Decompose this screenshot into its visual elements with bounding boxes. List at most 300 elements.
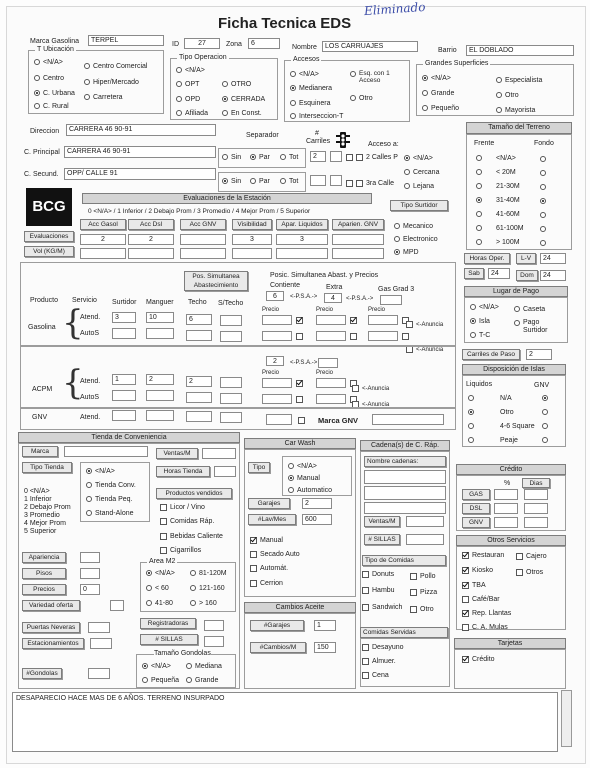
otros-check[interactable]: Cajero [516, 552, 547, 561]
gas-autos-techo-field[interactable] [186, 330, 212, 341]
islas-option-label: Otro [500, 409, 514, 416]
gas-manguer-field[interactable]: 10 [146, 312, 174, 323]
lav-mes-field[interactable]: 600 [302, 514, 332, 525]
carwash-option[interactable]: Automatico [288, 486, 332, 495]
otros-check[interactable]: Rep. Llantas [462, 609, 511, 618]
area-option[interactable]: <N/A> [146, 569, 175, 578]
vol-value-field[interactable] [80, 248, 126, 259]
horas-oper-button[interactable]: Horas Oper. [464, 253, 510, 264]
operacion-option[interactable]: CERRADA [222, 95, 265, 104]
atend-label: Atend. [80, 314, 101, 321]
tipo-comidas-button[interactable]: Tipo de Comidas [362, 555, 446, 566]
comida-check[interactable]: Sandwich [362, 603, 402, 612]
frente-option[interactable] [476, 168, 485, 177]
eval-value-field[interactable]: 2 [80, 234, 126, 245]
fondo-option[interactable] [540, 169, 549, 178]
gondola-option[interactable]: Mediana [186, 662, 222, 671]
nombre-label: Nombre [292, 44, 317, 51]
tipo-tienda-button[interactable]: Tipo Tienda [22, 462, 72, 473]
garajes-button[interactable]: Garajes [248, 498, 290, 509]
gondola-option[interactable]: Grande [186, 676, 218, 685]
frente-option[interactable] [476, 182, 485, 191]
fondo-option[interactable] [540, 197, 549, 206]
gondola-option[interactable]: Pequeña [142, 676, 179, 685]
credito-row-button[interactable]: DSL [462, 503, 490, 514]
otros-check[interactable]: Restauran [462, 551, 504, 560]
vol-value-field[interactable] [332, 248, 384, 259]
operacion-option[interactable]: En Const. [222, 109, 262, 118]
frente-option[interactable] [476, 224, 485, 233]
credito-row-button[interactable]: GAS [462, 489, 490, 500]
garajes-field[interactable]: 2 [302, 498, 332, 509]
eval-value-field[interactable]: 3 [232, 234, 272, 245]
gnv-surtidor-field[interactable] [112, 410, 136, 421]
comida-check[interactable]: Hambu [362, 586, 395, 595]
autos-label: AutoS [80, 394, 100, 401]
precio-field[interactable] [368, 331, 398, 341]
cambios-mes-button[interactable]: #Cambios/M [250, 642, 306, 653]
credito-dias-field[interactable] [524, 503, 548, 514]
carwash-option[interactable]: Manual [288, 474, 320, 483]
gondolas-field[interactable] [88, 668, 110, 679]
frente-option[interactable] [476, 154, 485, 163]
superficies-option[interactable]: Grande [422, 89, 454, 98]
zona-field[interactable]: 6 [248, 38, 280, 49]
comida-check[interactable]: Pollo [410, 572, 436, 581]
acpm-top-field[interactable]: 2 [266, 356, 284, 366]
gas-autos-mang-field[interactable] [146, 328, 174, 339]
tipo-tienda-option[interactable]: Tienda Peq. [86, 495, 133, 504]
area-option[interactable]: 81-120M [190, 569, 227, 578]
fondo-option[interactable] [540, 239, 549, 248]
carriles-field[interactable]: 2 [310, 151, 326, 162]
acceso-option[interactable]: Lejana [404, 182, 434, 191]
col-techo: Techo [188, 299, 207, 306]
eval-col-button[interactable]: Apar. Liquidos [276, 219, 328, 230]
tienda-ventas-field[interactable] [202, 448, 236, 459]
operacion-option[interactable]: OPT [176, 80, 199, 89]
gnv-stecho-field[interactable] [220, 412, 242, 423]
terreno-size-label: 21-30M [496, 183, 520, 190]
nombre-field[interactable]: LOS CARRUAJES [322, 41, 418, 52]
apariencia-button[interactable]: Apariencia [22, 552, 66, 563]
pos-simul-button[interactable]: Pos. Simultanea Abastecimiento [184, 271, 248, 291]
credito-dias-field[interactable] [524, 517, 548, 528]
acpm-stecho-field[interactable] [220, 377, 242, 388]
terreno-header: Tamaño del Terreno [466, 122, 572, 134]
tienda-header: Tienda de Conveniencia [18, 432, 240, 443]
gas-autos-stecho-field[interactable] [220, 331, 242, 342]
extra-field[interactable]: 4 [324, 293, 342, 303]
otros-check[interactable]: C. A. Mulas [462, 623, 508, 632]
col-stecho: S/Techo [218, 300, 244, 307]
islas-liquidos-option[interactable] [468, 422, 477, 431]
productos-vendidos-button[interactable]: Productos vendidos [156, 488, 232, 499]
ubicacion-option[interactable]: Carretera [84, 93, 123, 102]
tienda-marca-field[interactable] [64, 446, 148, 457]
carwash-check[interactable]: Secado Auto [250, 550, 300, 559]
cambios-mes-field[interactable]: 150 [314, 642, 336, 653]
principal-field[interactable]: CARRERA 46 90-91 [64, 146, 216, 158]
operacion-option[interactable]: <N/A> [176, 66, 205, 75]
estac-field[interactable] [90, 638, 112, 649]
islas-liquidos-option[interactable] [468, 436, 477, 445]
credito-pct-field[interactable] [494, 489, 518, 500]
carriles-extra-field[interactable] [330, 151, 342, 162]
marca-label: Marca Gasolina [30, 38, 80, 45]
ubicacion-option[interactable]: C. Urbana [34, 89, 75, 98]
brace: { [62, 363, 84, 403]
acpm-extra-field[interactable] [318, 358, 338, 368]
credito-dias-field[interactable] [524, 489, 548, 500]
estacionamientos-button[interactable]: Estacionamientos [22, 638, 84, 649]
tipo-tienda-option[interactable]: <N/A> [86, 467, 115, 476]
islas-gnv-option[interactable] [542, 422, 551, 431]
precios-button[interactable]: Precios [22, 584, 66, 595]
accesos-option[interactable]: Otro [350, 94, 373, 103]
separador-option[interactable]: Par [250, 177, 270, 186]
cambios-garajes-field[interactable]: 1 [314, 620, 336, 631]
cadenas-sillas-field[interactable] [406, 534, 444, 545]
eval-col-button[interactable]: Acc Dsl [128, 219, 174, 230]
gasolina-label: Gasolina [28, 324, 56, 331]
credito-dias-button[interactable]: Dias [522, 478, 550, 488]
precio-label: Precio [262, 307, 280, 313]
horas-tienda-field[interactable] [214, 466, 236, 477]
psa-label: <-P.S.A.-> [290, 294, 318, 300]
gnv-techo-field[interactable] [186, 411, 212, 422]
ubicacion-option[interactable]: <N/A> [34, 58, 63, 67]
surtidor-option[interactable]: Electronico [394, 235, 438, 244]
precio-check[interactable] [296, 316, 306, 325]
carwash-option[interactable]: <N/A> [288, 462, 317, 471]
otros-check[interactable]: Café/Bar [462, 595, 500, 604]
gas-surtidor-field[interactable]: 3 [112, 312, 136, 323]
lugar-pago-option[interactable]: Caseta [514, 305, 545, 314]
comida-check[interactable]: Otro [410, 605, 434, 614]
islas-gnv-option[interactable] [542, 436, 551, 445]
acceso-option[interactable]: <N/A> [404, 154, 433, 163]
islas-liquidos-option[interactable] [468, 408, 477, 417]
id-field[interactable]: 27 [184, 38, 220, 49]
comidas-servidas-button[interactable]: Comidas Servidas [360, 627, 448, 638]
variedad-button[interactable]: Variedad oferta [22, 600, 80, 611]
precio-check[interactable] [350, 332, 360, 341]
nivel-item: 2 Debajo Prom [24, 504, 71, 511]
contiente-field[interactable]: 6 [266, 291, 284, 301]
eval-col-button[interactable]: Acc Gasol [80, 219, 126, 230]
ubicacion-option[interactable]: Centro [34, 74, 64, 83]
nivel-item: 3 Promedio [24, 512, 60, 519]
acpm-surtidor-field[interactable]: 1 [112, 374, 136, 385]
nivel-item: 4 Mejor Prom [24, 520, 67, 527]
carriles-extra-field-2[interactable] [330, 175, 342, 186]
carwash-check[interactable]: Automát. [250, 564, 288, 573]
nombre-cadenas-button[interactable]: Nombre cadenas: [364, 456, 446, 467]
nivel-item: 0 <N/A> [24, 488, 50, 495]
gnv-precio-field[interactable] [266, 414, 292, 425]
acpm-autos-surt-field[interactable] [112, 390, 136, 401]
fondo-option[interactable] [540, 183, 549, 192]
precio-field[interactable] [316, 331, 346, 341]
precio-check[interactable] [350, 316, 360, 325]
superficies-option[interactable]: Mayorista [496, 106, 535, 115]
tienda-ventas-button[interactable]: Ventas/M [156, 448, 198, 459]
accesos-option[interactable]: Medianera [290, 84, 332, 93]
precio-field[interactable] [262, 331, 292, 341]
gnv-manguer-field[interactable] [146, 410, 174, 421]
marca-gnv-label: Marca GNV [318, 416, 359, 425]
accesos-option[interactable]: Esq. con 1 Acceso [350, 70, 401, 84]
cadena-field[interactable] [364, 470, 446, 484]
accesos-option[interactable]: Interseccion-T [290, 112, 343, 121]
tercera-calle-check[interactable]: 3ra Calle [346, 179, 394, 188]
precio-field[interactable] [262, 315, 292, 325]
gas-stecho-field[interactable] [220, 315, 242, 326]
operacion-option[interactable]: Afiliada [176, 109, 208, 118]
tienda-sillas-field[interactable] [204, 636, 224, 647]
lv-field[interactable]: 24 [540, 253, 566, 264]
sab-button[interactable]: Sab [464, 268, 484, 279]
superficies-option[interactable]: <N/A> [422, 74, 451, 83]
comida-check[interactable]: Donuts [362, 570, 394, 579]
carwash-check[interactable]: Cerrion [250, 579, 283, 588]
lugar-pago-option[interactable]: T-C [470, 331, 490, 340]
carriles-paso-field[interactable]: 2 [526, 349, 552, 360]
gas-grad-field[interactable] [380, 295, 402, 305]
otros-check[interactable]: Kiosko [462, 566, 493, 575]
producto-check[interactable]: Comidas Ráp. [160, 517, 214, 526]
frente-option[interactable] [476, 196, 485, 205]
eval-value-field[interactable]: 3 [276, 234, 328, 245]
credito-header: Crédito [456, 464, 566, 475]
tienda-sillas-button[interactable]: # SILLAS [140, 634, 198, 645]
puertas-field[interactable] [88, 622, 110, 633]
anuncia-check[interactable]: <-Anuncia [352, 400, 389, 410]
pisos-button[interactable]: Pisos [22, 568, 66, 579]
acpm-autos-mang-field[interactable] [146, 390, 174, 401]
eval-value-field[interactable] [180, 234, 226, 245]
operacion-option[interactable]: OPD [176, 95, 200, 104]
area-option[interactable]: < 60 [146, 584, 169, 593]
precios-field[interactable]: 0 [80, 584, 100, 595]
direccion-label: Direccion [30, 128, 60, 135]
gondola-option[interactable]: <N/A> [142, 662, 171, 671]
eval-col-button[interactable]: Aparien. GNV [332, 219, 384, 230]
gnv-label: GNV [32, 414, 48, 421]
superficies-option[interactable]: Especialista [496, 76, 542, 85]
otros-header: Otros Servicios [456, 535, 566, 546]
variedad-field[interactable] [110, 600, 124, 611]
vol-kg-button[interactable]: Vol (KG/M) [24, 246, 74, 257]
registradoras-button[interactable]: Registradoras [140, 618, 196, 629]
direccion-field[interactable]: CARRERA 46 90-91 [66, 124, 216, 136]
atend-label: Atend. [80, 414, 101, 421]
area-option[interactable]: 121-160 [190, 584, 225, 593]
superficies-title: Grandes Superficies [425, 60, 489, 67]
surtidor-option[interactable]: MPD [394, 248, 419, 257]
cadena-field[interactable] [364, 502, 446, 514]
acpm-manguer-field[interactable]: 2 [146, 374, 174, 385]
secund-label: C. Secund. [24, 171, 59, 178]
tipo-tienda-option[interactable]: Tienda Conv. [86, 481, 136, 490]
islas-gnv-label: GNV [534, 382, 550, 389]
tarjeta-credito-check[interactable]: Crédito [462, 655, 495, 664]
carwash-tipo-button[interactable]: Tipo [248, 462, 270, 473]
operacion-option[interactable]: OTRO [222, 80, 251, 89]
precio-field[interactable] [368, 315, 398, 325]
pisos-field[interactable] [80, 568, 100, 579]
gas-autos-surt-field[interactable] [112, 328, 136, 339]
islas-gnv-option[interactable] [542, 394, 551, 403]
col-servicio: Servicio [72, 297, 97, 304]
ubicacion-option[interactable]: Hiper/Mercado [84, 78, 139, 87]
col-manguer: Manguer [146, 299, 174, 306]
credito-pct-field[interactable] [494, 503, 518, 514]
puertas-neveras-button[interactable]: Puertas Neveras [22, 622, 80, 633]
tarjetas-header: Tarjetas [454, 638, 566, 649]
frente-option[interactable] [476, 210, 485, 219]
barrio-field[interactable]: EL DOBLADO [466, 45, 574, 56]
tienda-marca-button[interactable]: Marca [22, 446, 58, 457]
anuncia-check[interactable]: <-Anuncia [352, 384, 389, 394]
marca-field[interactable]: TERPEL [88, 35, 164, 46]
eval-value-field[interactable] [332, 234, 384, 245]
acceso-option[interactable]: Cercana [404, 168, 439, 177]
lugar-pago-option[interactable]: Isla [470, 317, 490, 326]
vol-value-field[interactable] [128, 248, 174, 259]
area-option[interactable]: 41-80 [146, 599, 173, 608]
gnv-check[interactable] [298, 416, 308, 425]
vol-value-field[interactable] [276, 248, 328, 259]
precio-label: Precio [262, 370, 280, 376]
sab-field[interactable]: 24 [488, 268, 510, 279]
tipo-surtidor-button[interactable]: Tipo Surtidor [390, 200, 448, 211]
extra-label: Extra [326, 284, 343, 291]
cadena-field[interactable] [364, 486, 446, 500]
evaluaciones-button[interactable]: Evaluaciones [24, 231, 74, 242]
fondo-option[interactable] [540, 225, 549, 234]
producto-check[interactable]: Bebidas Caliente [160, 532, 223, 541]
fondo-option[interactable] [540, 155, 549, 164]
gondolas-button[interactable]: #Gondolas [22, 668, 62, 679]
anuncia-check[interactable]: <-Anuncia [406, 345, 443, 355]
precio-label: Precio [316, 370, 334, 376]
page-title: Ficha Tecnica EDS [218, 15, 352, 32]
dom-button[interactable]: Dom [516, 270, 538, 281]
marca-gnv-field[interactable] [372, 414, 444, 425]
terreno-size-label: > 100M [496, 239, 520, 246]
brace: { [62, 303, 84, 343]
lugar-pago-option[interactable]: Pago Surtidor [514, 319, 557, 335]
tipo-tienda-option[interactable]: Stand-Alone [86, 509, 134, 518]
separador-label: Separador [246, 132, 279, 139]
servida-check[interactable]: Desayuno [362, 643, 404, 652]
separador-option[interactable]: Par [250, 153, 270, 162]
servida-check[interactable]: Cena [362, 671, 389, 680]
calles-p-check[interactable]: 2 Calles P [346, 153, 398, 162]
islas-liquidos-option[interactable] [468, 394, 477, 403]
cadenas-ventas-button[interactable]: Ventas/M [364, 516, 400, 527]
acpm-label: ACPM [32, 386, 53, 393]
superficies-option[interactable]: Pequeño [422, 104, 459, 113]
acpm-autos-stecho-field[interactable] [220, 393, 242, 404]
tam-gond-title: Tamaño Gondolas [154, 650, 211, 657]
terreno-size-label: <N/A> [496, 155, 516, 162]
servida-check[interactable]: Almuer. [362, 657, 396, 666]
cadenas-ventas-field[interactable] [406, 516, 444, 527]
anuncia-check[interactable]: <-Anuncia [406, 320, 443, 330]
precio-check[interactable] [402, 332, 412, 341]
dom-field[interactable]: 24 [540, 270, 566, 281]
separador-option[interactable]: Tot [280, 153, 298, 162]
lav-mes-button[interactable]: #Lav/Mes [248, 514, 296, 525]
registradoras-field[interactable] [204, 620, 224, 631]
acpm-autos-techo-field[interactable] [186, 392, 212, 403]
eval-col-button[interactable]: Acc GNV [180, 219, 226, 230]
ubicacion-option[interactable]: C. Rural [34, 102, 69, 111]
credito-row-button[interactable]: GNV [462, 517, 490, 528]
accesos-option[interactable]: <N/A> [290, 70, 319, 79]
separador-option[interactable]: Sin [222, 153, 241, 162]
nivel-item: 1 Inferior [24, 496, 52, 503]
vol-value-field[interactable] [180, 248, 226, 259]
cadenas-sillas-button[interactable]: # SILLAS [364, 534, 400, 545]
producto-check[interactable]: Licor / Vino [160, 503, 205, 512]
col-surtidor: Surtidor [112, 299, 137, 306]
precio-field[interactable] [316, 315, 346, 325]
credito-pct-field[interactable] [494, 517, 518, 528]
precio-check[interactable] [296, 332, 306, 341]
cambios-garajes-button[interactable]: #Garajes [250, 620, 304, 631]
separador-option[interactable]: Tot [280, 177, 298, 186]
lugar-pago-option[interactable]: <N/A> [470, 303, 499, 312]
islas-gnv-option[interactable] [542, 408, 551, 417]
carwash-check[interactable]: Manual [250, 536, 283, 545]
carriles-field-2[interactable] [310, 175, 326, 186]
zona-label: Zona [226, 41, 242, 48]
apariencia-field[interactable] [80, 552, 100, 563]
secund-field[interactable]: OPP/ CALLE 91 [64, 168, 216, 180]
eval-col-button[interactable]: Visibilidad [232, 219, 272, 230]
gas-techo-field[interactable]: 6 [186, 314, 212, 325]
comment-scrollbar[interactable] [561, 690, 572, 747]
separador-option[interactable]: Sin [222, 177, 241, 186]
carriles-paso-button[interactable]: Carriles de Paso [462, 349, 520, 360]
bcg-logo: BCG [26, 188, 72, 226]
producto-check[interactable]: Cigarrillos [160, 546, 201, 555]
comida-check[interactable]: Pizza [410, 588, 437, 597]
lv-button[interactable]: L-V [516, 253, 536, 264]
islas-header: Disposición de Islas [462, 364, 566, 375]
fondo-option[interactable] [540, 211, 549, 220]
ubicacion-title: T Ubicación [37, 46, 74, 53]
acpm-techo-field[interactable]: 2 [186, 376, 212, 387]
eval-value-field[interactable]: 2 [128, 234, 174, 245]
contiente-label: Contiente [270, 282, 300, 289]
otros-check[interactable]: TBA [462, 581, 486, 590]
surtidor-option[interactable]: Mecanico [394, 222, 433, 231]
vol-value-field[interactable] [232, 248, 272, 259]
credito-pct-label: % [504, 480, 511, 487]
superficies-option[interactable]: Otro [496, 91, 519, 100]
otros-check[interactable]: Otros [516, 568, 543, 577]
accesos-option[interactable]: Esquinera [290, 99, 331, 108]
area-option[interactable]: > 160 [190, 599, 217, 608]
ubicacion-option[interactable]: Centro Comercial [84, 62, 147, 71]
horas-tienda-button[interactable]: Horas Tienda [156, 466, 210, 477]
frente-option[interactable] [476, 238, 485, 247]
